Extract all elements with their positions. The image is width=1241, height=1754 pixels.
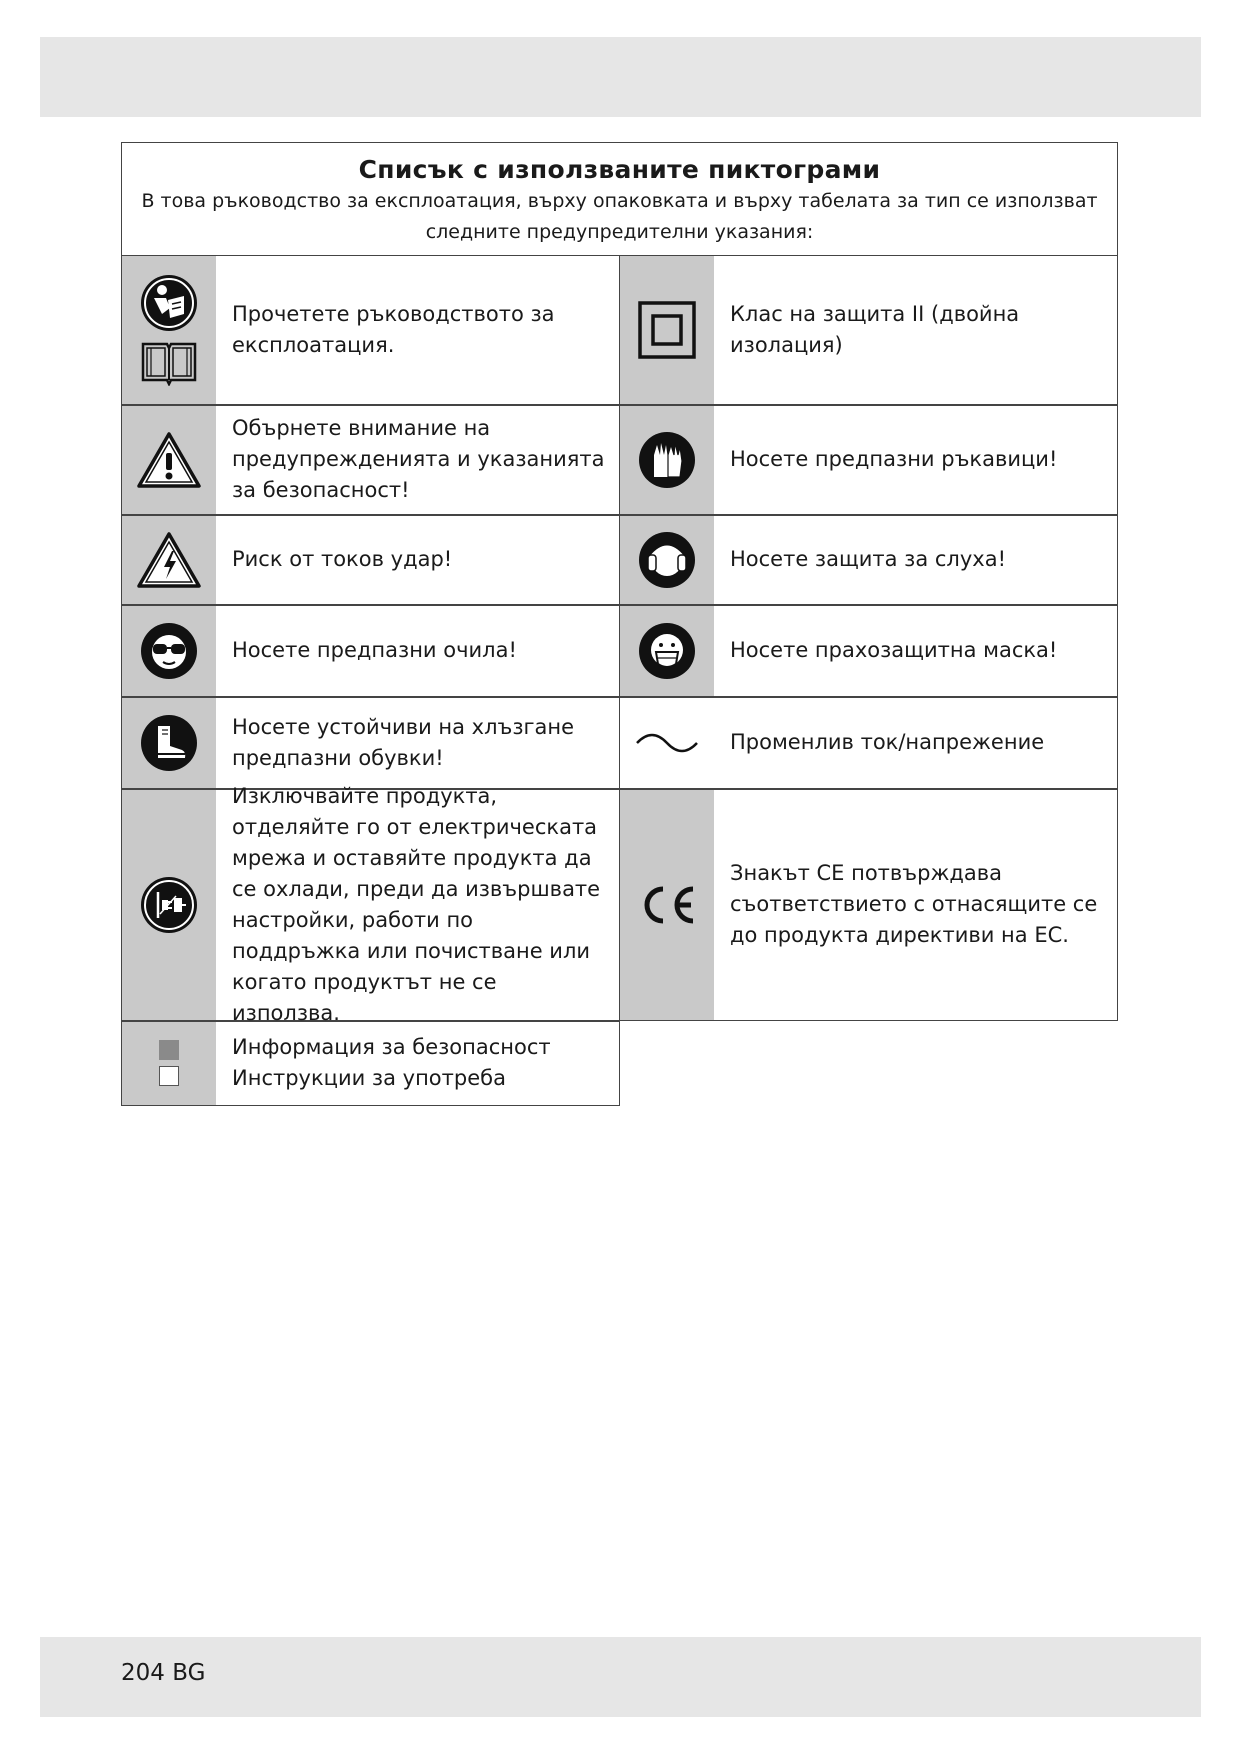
pictogram-cell xyxy=(619,789,1118,1021)
safety-goggles-icon xyxy=(140,622,198,680)
pictogram-cell xyxy=(121,605,620,697)
read-manual-icon xyxy=(140,274,198,332)
pictogram-cell xyxy=(121,405,620,515)
ce-mark-icon xyxy=(635,881,699,929)
protection-class-ii-icon xyxy=(637,300,697,360)
legend-cell xyxy=(121,1021,620,1106)
pictogram-cell xyxy=(121,515,620,605)
pictogram-description: Клас на защита II (двойна изолация) xyxy=(730,301,1020,357)
table-row xyxy=(121,406,1118,516)
pictogram-description: Знакът CE потвърждава съответствието с отнасящите се до продукта директиви на ЕС. xyxy=(730,861,1098,947)
ear-protection-icon xyxy=(638,531,696,589)
pictogram-description: Изключвайте продукта, отделяйте го от електрическата мрежа и оставяйте продукта да се охлади, преди да извършвате настройки, работи по поддръжка или почистване или когато продуктът не се използва. xyxy=(232,783,601,1025)
pictogram-description: Обърнете внимание на предупрежденията и указанията за безопасност! xyxy=(232,416,605,502)
gloves-icon xyxy=(638,431,696,489)
header-band xyxy=(40,37,1201,117)
pictogram-cell xyxy=(121,783,620,1025)
pictogram-description: Носете устойчиви на хлъзгане предпазни обувки! xyxy=(232,714,575,770)
pictogram-cell xyxy=(619,405,1118,515)
footer-band xyxy=(40,1637,1201,1717)
pictogram-cell xyxy=(619,605,1118,697)
unplug-icon xyxy=(140,876,198,934)
safety-info-square-icon xyxy=(159,1040,179,1060)
alternating-current-icon xyxy=(635,731,699,755)
table-row xyxy=(121,606,1118,698)
table-row xyxy=(121,256,1118,406)
open-book-icon xyxy=(139,340,199,386)
pictogram-cell xyxy=(619,697,1118,789)
dust-mask-icon xyxy=(638,622,696,680)
pictogram-cell xyxy=(121,255,620,405)
pictogram-description: Прочетете ръководството за експлоатация. xyxy=(232,301,555,357)
table-title: Списък с използваните пиктограми xyxy=(358,155,881,184)
table-row xyxy=(121,783,1118,1025)
pictogram-description: Носете предпазни очила! xyxy=(232,638,517,662)
page-number: 204 BG xyxy=(121,1660,206,1686)
pictogram-cell xyxy=(619,515,1118,605)
pictogram-cell xyxy=(121,697,620,789)
pictogram-description: Носете защита за слуха! xyxy=(730,547,1006,571)
pictogram-description: Риск от токов удар! xyxy=(232,547,453,571)
pictogram-description: Променлив ток/напрежение xyxy=(730,730,1045,754)
legend-instructions: Инструкции за употреба xyxy=(232,1066,506,1090)
table-row xyxy=(121,698,1118,790)
pictogram-description: Носете предпазни ръкавици! xyxy=(730,447,1058,471)
safety-boots-icon xyxy=(140,714,198,772)
table-row-legend xyxy=(121,1022,1118,1107)
electric-shock-icon xyxy=(136,531,202,589)
table-header xyxy=(121,142,1118,256)
table-subtitle: В това ръководство за експлоатация, върху опаковката и върху табелата за тип се използват следните предупредителни указания: xyxy=(141,190,1098,243)
table-row xyxy=(121,516,1118,606)
pictogram-cell xyxy=(619,255,1118,405)
instructions-square-icon xyxy=(159,1066,179,1086)
pictogram-description: Носете прахозащитна маска! xyxy=(730,638,1058,662)
legend-safety-info: Информация за безопасност xyxy=(232,1035,551,1059)
warning-triangle-icon xyxy=(136,431,202,489)
